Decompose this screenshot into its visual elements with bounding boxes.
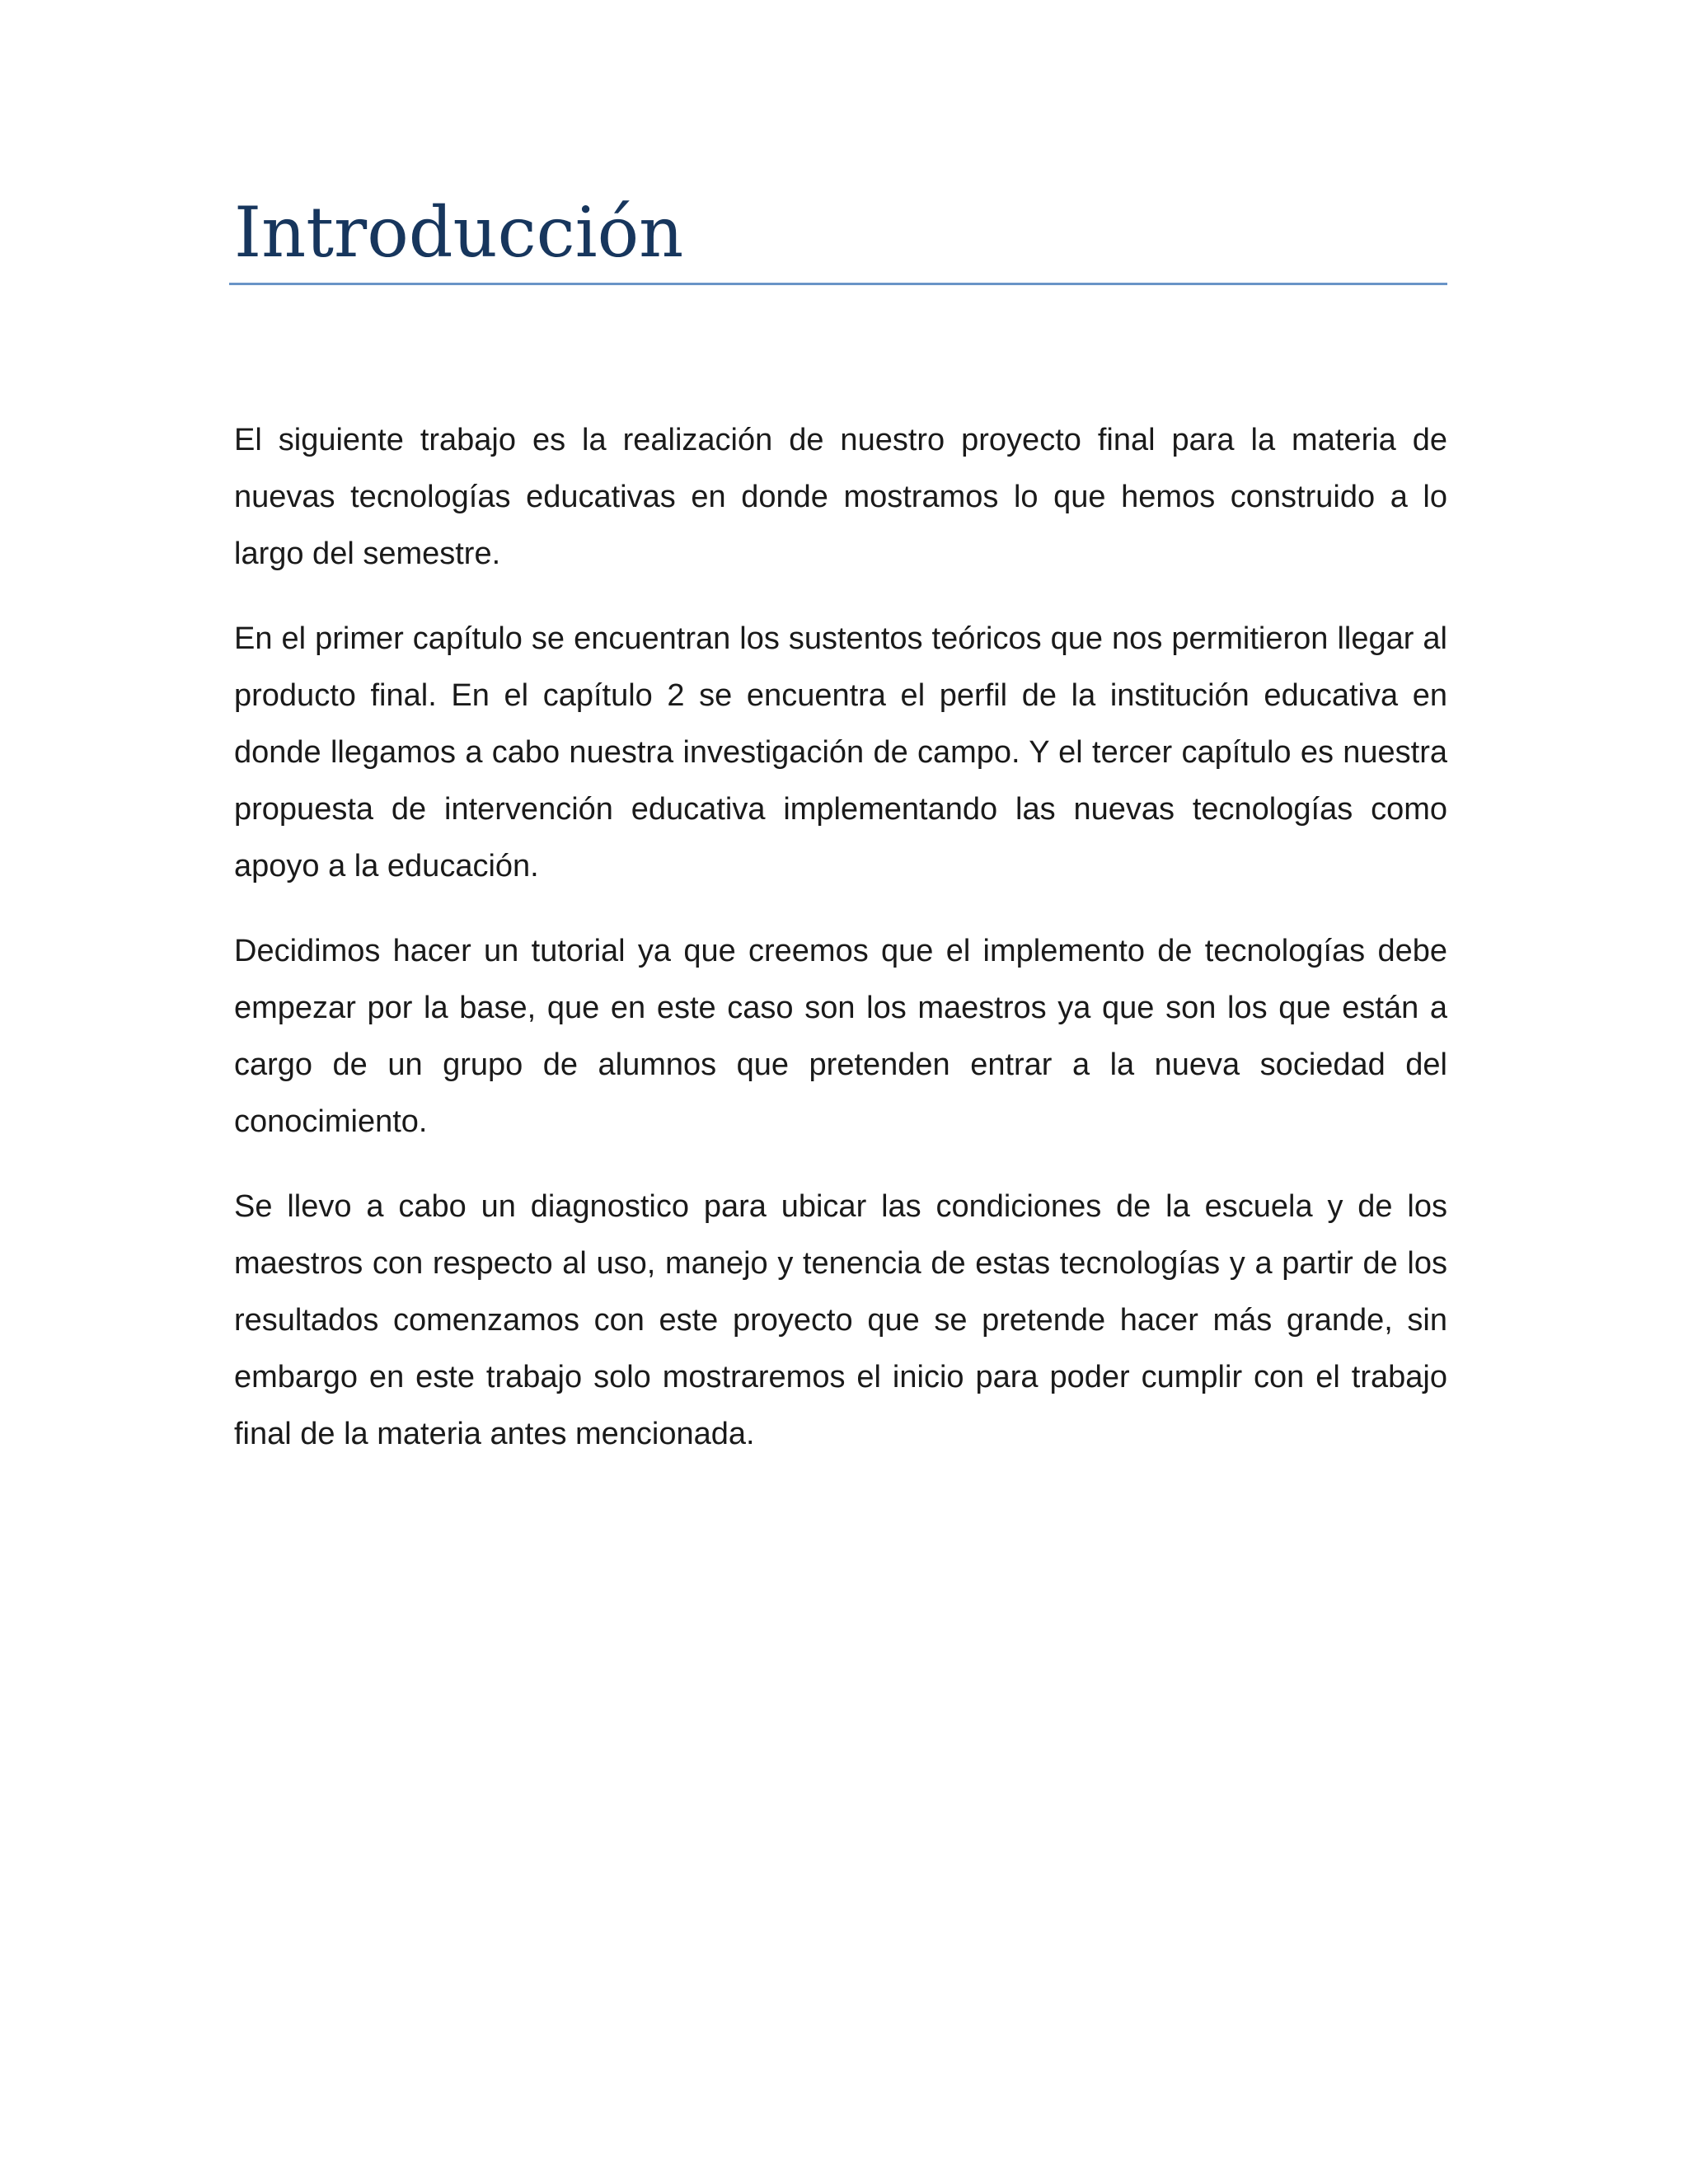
- paragraph-2: En el primer capítulo se encuentran los sustentos teóricos que nos permitieron llegar al producto final. En el capítulo 2 se encuentra el perfil de la institución educativa en donde llegamos a cabo nuestra investigación de campo. Y el tercer capítulo es nuestra propuesta de intervención educativa implementando las nuevas tecnologías como apoyo a la educación.: [234, 621, 1447, 883]
- paragraph-3: Decidimos hacer un tutorial ya que creemos que el implemento de tecnologías debe empezar por la base, que en este caso son los maestros ya que son los que están a cargo de un grupo de alumnos que pretenden entrar a la nueva sociedad del conocimiento.: [234, 934, 1447, 1139]
- body-text: [234, 412, 1447, 1491]
- paragraph-4: Se llevo a cabo un diagnostico para ubicar las condiciones de la escuela y de los maestros con respecto al uso, manejo y tenencia de estas tecnologías y a partir de los resultados comenzamos con este proyecto que se pretende hacer más grande, sin embargo en este trabajo solo mostraremos el inicio para poder cumplir con el trabajo final de la materia antes mencionada.: [234, 1189, 1447, 1451]
- page-title: Introducción: [234, 192, 684, 273]
- title-underline: [229, 283, 1447, 285]
- heading-block: [229, 191, 1447, 285]
- paragraph-1: El siguiente trabajo es la realización de nuestro proyecto final para la materia de nuevas tecnologías educativas en donde mostramos lo que hemos construido a lo largo del semestre.: [234, 423, 1447, 571]
